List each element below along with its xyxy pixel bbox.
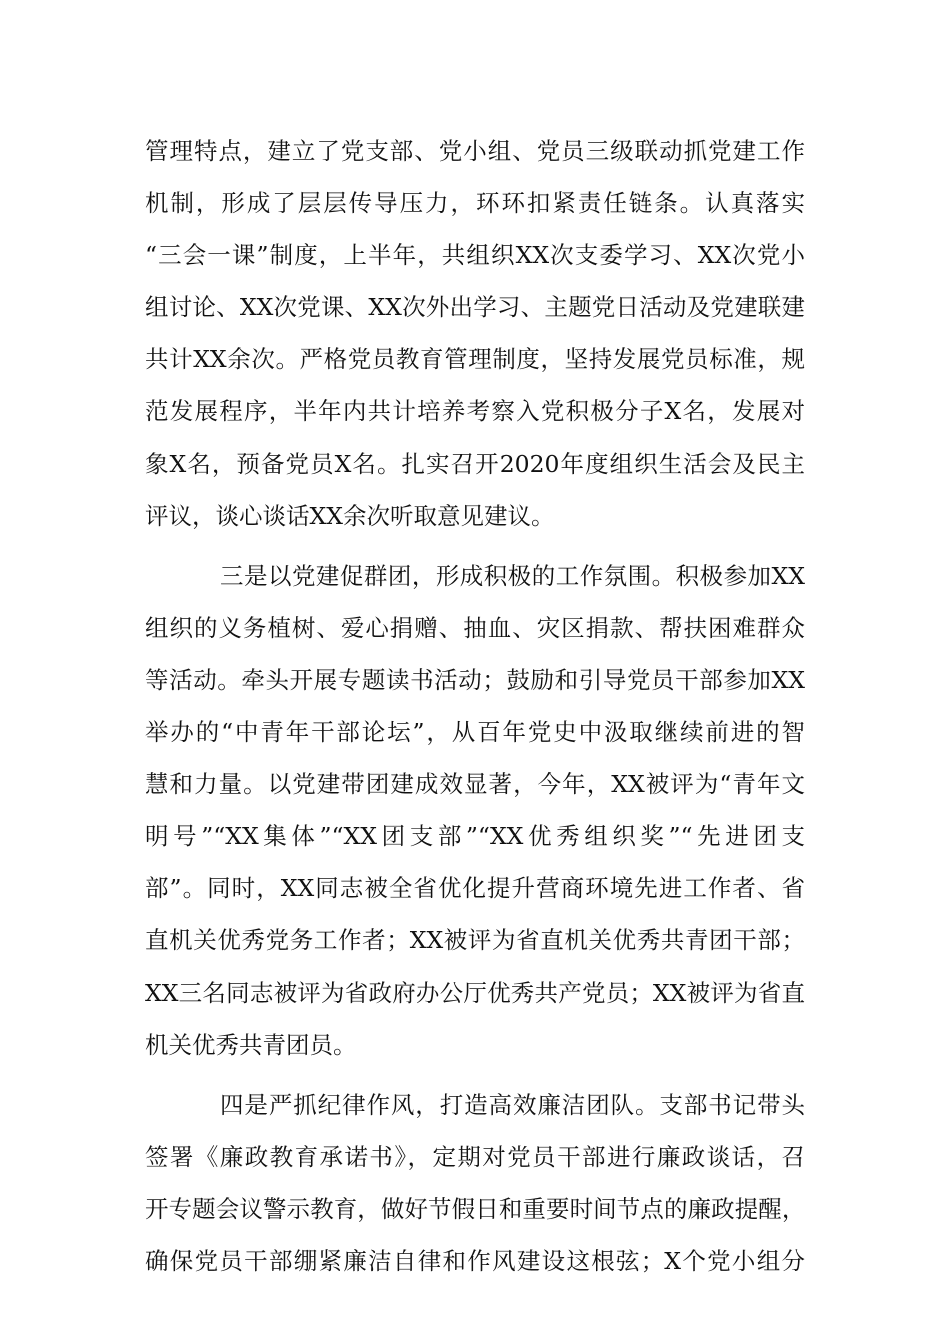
text-line: 慧和力量。以党建带团建成效显著，今年，XX被评为“青年文 [145, 770, 805, 799]
text-line: 举办的“中青年干部论坛”，从百年党史中汲取继续前进的智 [145, 718, 805, 747]
paragraph-2 [145, 550, 805, 1071]
text-line: “三会一课”制度，上半年，共组织XX次支委学习、XX次党小 [145, 241, 805, 270]
text-line: 四是严抓纪律作风，打造高效廉洁团队。支部书记带头 [220, 1090, 805, 1119]
text-line: 评议，谈心谈话XX余次听取意见建议。 [145, 501, 555, 530]
document-body [145, 125, 805, 1287]
paragraph-gap [145, 1071, 805, 1079]
text-line: 等活动。牵头开展专题读书活动；鼓励和引导党员干部参加XX [145, 665, 805, 694]
text-line: 三是以党建促群团，形成积极的工作氛围。积极参加XX [220, 561, 805, 590]
text-line: 明号”“XX集体”“XX团支部”“XX优秀组织奖”“先进团支 [145, 822, 805, 851]
paragraph-gap [145, 542, 805, 550]
text-line: 范发展程序，半年内共计培养考察入党积极分子X名，发展对 [145, 397, 805, 426]
text-line: 机关优秀共青团员。 [145, 1030, 357, 1059]
text-line: 部”。同时，XX同志被全省优化提升营商环境先进工作者、省 [145, 874, 805, 903]
text-line: 签署《廉政教育承诺书》，定期对党员干部进行廉政谈话，召 [145, 1142, 805, 1171]
text-line: 机制，形成了层层传导压力，环环扣紧责任链条。认真落实 [145, 189, 805, 218]
text-line: 直机关优秀党务工作者；XX被评为省直机关优秀共青团干部； [145, 926, 805, 955]
paragraph-3 [145, 1079, 805, 1287]
text-line: XX三名同志被评为省政府办公厅优秀共产党员；XX被评为省直 [145, 978, 805, 1007]
text-line: 开专题会议警示教育，做好节假日和重要时间节点的廉政提醒， [145, 1194, 805, 1223]
paragraph-1 [145, 125, 805, 542]
text-line: 管理特点，建立了党支部、党小组、党员三级联动抓党建工作 [145, 137, 805, 165]
text-line: 组织的义务植树、爱心捐赠、抽血、灾区捐款、帮扶困难群众 [145, 613, 805, 642]
text-line: 组讨论、XX次党课、XX次外出学习、主题党日活动及党建联建 [145, 293, 805, 322]
text-line: 象X名，预备党员X名。扎实召开2020年度组织生活会及民主 [145, 449, 805, 478]
text-line: 共计XX余次。严格党员教育管理制度，坚持发展党员标准，规 [145, 345, 805, 374]
text-line: 确保党员干部绷紧廉洁自律和作风建设这根弦；X个党小组分 [145, 1246, 805, 1275]
